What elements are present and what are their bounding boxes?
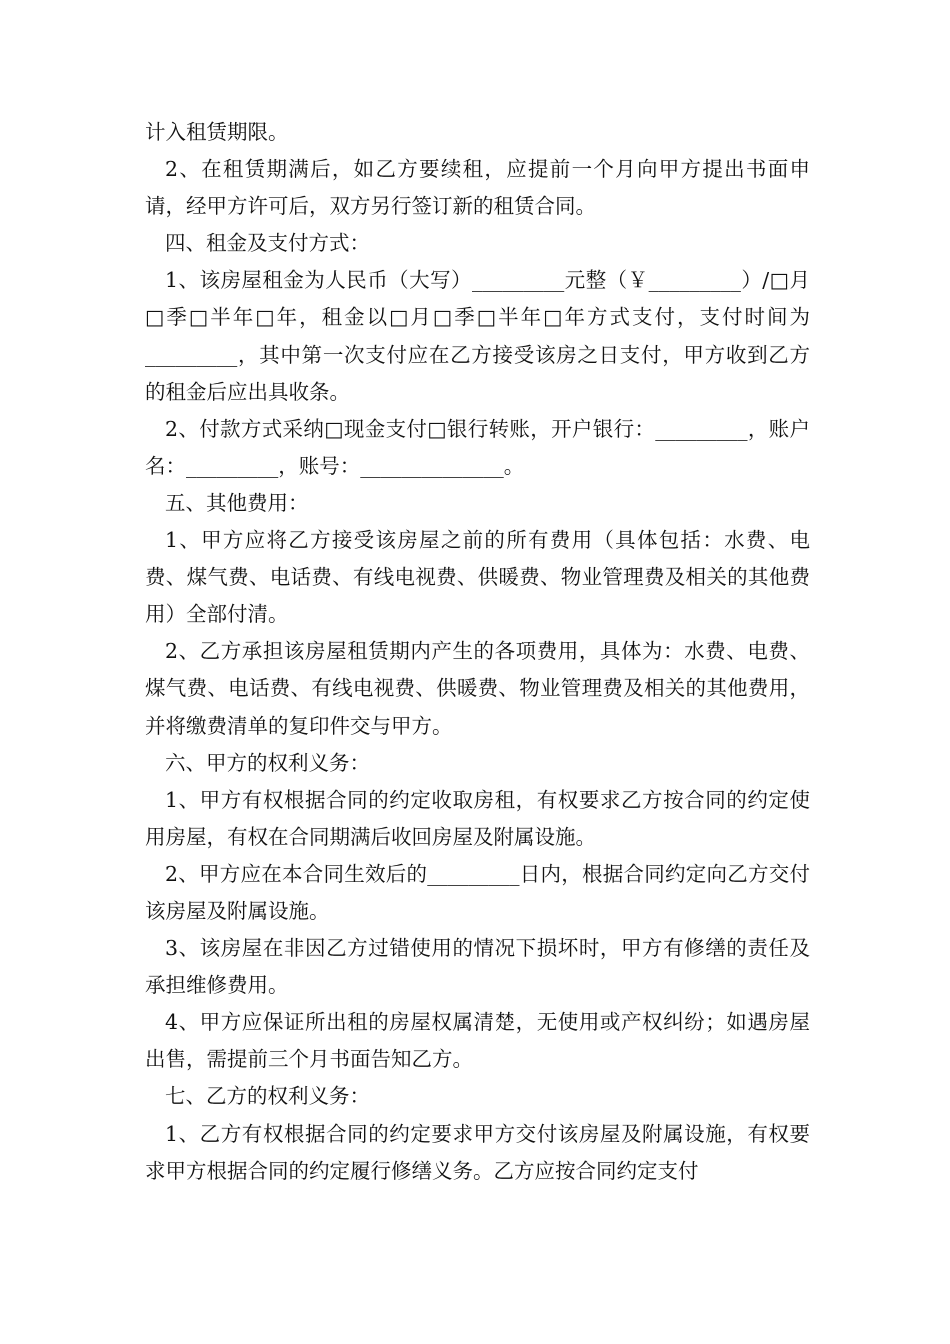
paragraph: 1、甲方有权根据合同的约定收取房租，有权要求乙方按合同的约定使用房屋，有权在合同期满后收回房屋及附属设施。 <box>145 787 810 849</box>
paragraph: 1、乙方有权根据合同的约定要求甲方交付该房屋及附属设施，有权要求甲方根据合同的约定履行修缮义务。乙方应按合同约定支付 <box>145 1121 810 1183</box>
paragraph: 2、甲方应在本合同生效后的_________日内，根据合同约定向乙方交付该房屋及附属设施。 <box>145 861 810 923</box>
paragraph: 七、乙方的权利义务： <box>165 1084 370 1109</box>
paragraph: 四、租金及支付方式： <box>165 231 370 256</box>
paragraph: 计入租赁期限。 <box>145 120 289 144</box>
paragraph: 4、甲方应保证所出租的房屋权属清楚，无使用或产权纠纷；如遇房屋出售，需提前三个月书面告知乙方。 <box>145 1010 810 1072</box>
paragraph: 1、该房屋租金为人民币（大写）_________元整（￥_________）/□月□季□半年□年，租金以□月□季□半年□年方式支付，支付时间为_________，其中第一次支付应在乙方接受该房之日支付，甲方收到乙方的租金后应出具收条。 <box>145 268 810 404</box>
paragraph: 五、其他费用： <box>165 490 309 515</box>
paragraph: 2、乙方承担该房屋租赁期内产生的各项费用，具体为：水费、电费、煤气费、电话费、有线电视费、供暖费、物业管理费及相关的其他费用，并将缴费清单的复印件交与甲方。 <box>145 639 810 738</box>
paragraph: 2、在租赁期满后，如乙方要续租，应提前一个月向甲方提出书面申请，经甲方许可后，双方另行签订新的租赁合同。 <box>145 157 810 219</box>
paragraph: 2、付款方式采纳□现金支付□银行转账，开户银行：_________，账户名：_________，账号：______________。 <box>145 416 810 478</box>
paragraph: 3、该房屋在非因乙方过错使用的情况下损坏时，甲方有修缮的责任及承担维修费用。 <box>145 936 810 998</box>
document-body <box>145 114 810 1190</box>
paragraph: 1、甲方应将乙方接受该房屋之前的所有费用（具体包括：水费、电费、煤气费、电话费、有线电视费、供暖费、物业管理费及相关的其他费用）全部付清。 <box>145 528 810 627</box>
paragraph: 六、甲方的权利义务： <box>165 750 370 775</box>
